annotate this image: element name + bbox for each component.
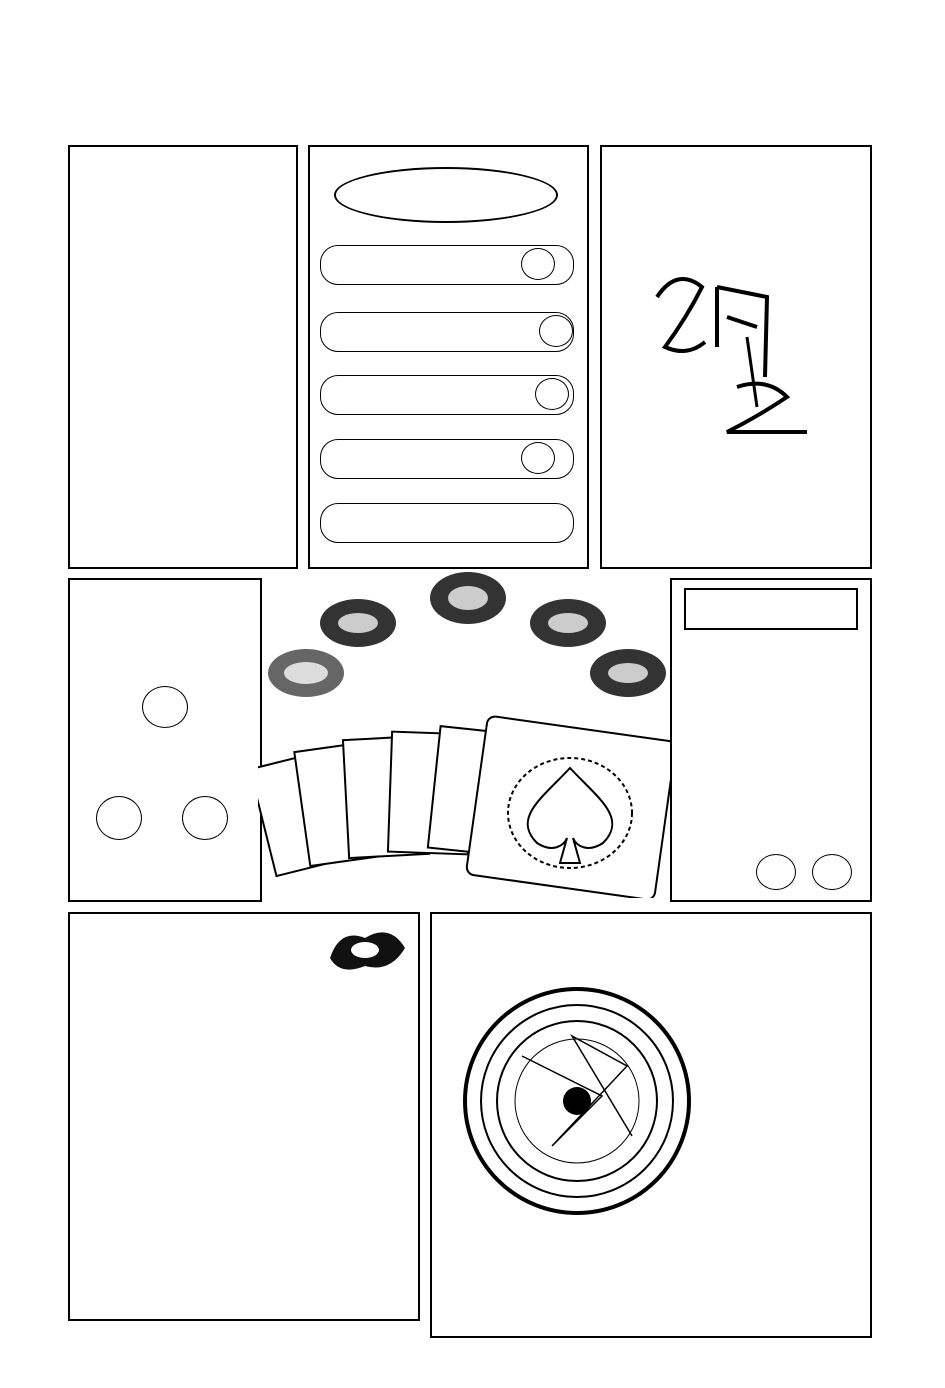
playing-cards-graphic bbox=[258, 708, 678, 898]
dan-number bbox=[142, 686, 188, 728]
tuo-number-2 bbox=[182, 796, 228, 840]
fangjian-box bbox=[308, 145, 589, 569]
right-border-strip bbox=[893, 120, 913, 1345]
big-small-number bbox=[535, 378, 569, 410]
mahui-box bbox=[670, 578, 872, 902]
fangjian-row-double bbox=[320, 503, 574, 543]
odd-even-number bbox=[539, 315, 573, 347]
fangjian-row-color bbox=[320, 245, 574, 285]
xuanji-box bbox=[600, 145, 872, 569]
lucky-wheel-graphic bbox=[452, 976, 702, 1226]
tema-number-1 bbox=[756, 854, 796, 890]
bottom-border-strip bbox=[30, 1350, 915, 1372]
shensuan-box bbox=[68, 578, 262, 902]
fangjian-title-oval bbox=[334, 167, 558, 223]
poem-box bbox=[68, 145, 298, 569]
answer-box bbox=[68, 912, 420, 1321]
fangjian-row-single bbox=[320, 439, 574, 479]
color-number bbox=[521, 248, 555, 280]
fangjian-row-odd-even bbox=[320, 312, 574, 352]
handwritten-code-glyph bbox=[647, 257, 827, 457]
top-border-strip bbox=[30, 96, 915, 116]
dragon-emblem-icon bbox=[320, 918, 410, 978]
single-number bbox=[521, 442, 555, 474]
cards-illustration bbox=[258, 568, 678, 898]
tuo-number-1 bbox=[96, 796, 142, 840]
fangjian-row-big-small bbox=[320, 375, 574, 415]
tema-number-2 bbox=[812, 854, 852, 890]
orbs-graphic bbox=[258, 568, 678, 718]
mahui-title-frame bbox=[684, 588, 858, 630]
left-border-strip bbox=[28, 120, 48, 1345]
wheel-box bbox=[430, 912, 872, 1338]
